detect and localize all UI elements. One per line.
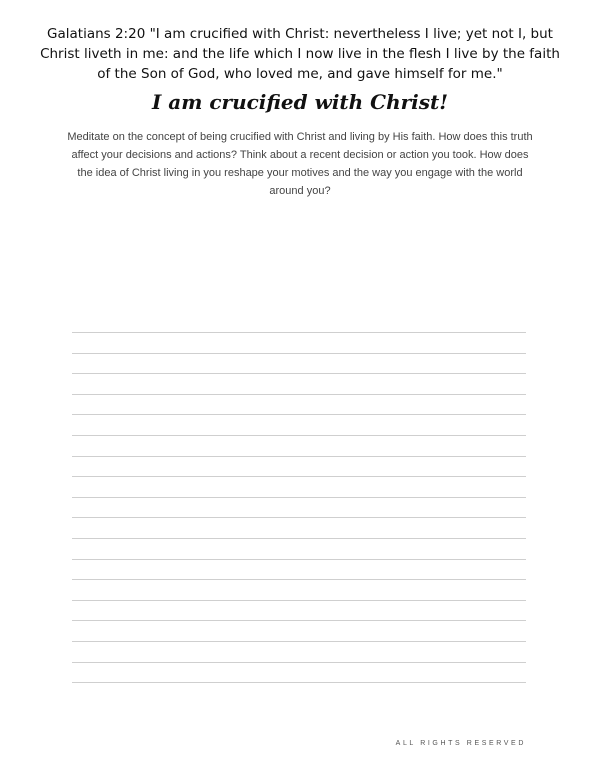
writing-line [72,641,526,642]
scripture-verse: Galatians 2:20 "I am crucified with Christ: nevertheless I live; yet not I, but Christ liveth in me: and the life which I now live in the flesh I live by the faith of the Son of God, who loved me, and gave himself for me." [40,26,560,82]
writing-line [72,538,526,539]
writing-line [72,682,526,683]
copyright-notice: ALL RIGHTS RESERVED [395,740,526,747]
writing-line [72,620,526,621]
page-title: I am crucified with Christ! [151,90,449,114]
journal-prompt: Meditate on the concept of being crucified with Christ and living by His faith. How does this truth affect your decisions and actions? Think about a recent decision or action you took. How does the idea of Christ living in you reshape your motives and the way you engage with the world around you? [67,131,533,197]
writing-line [72,414,526,415]
writing-line [72,373,526,374]
writing-line [72,559,526,560]
writing-line [72,476,526,477]
writing-line [72,456,526,457]
writing-line [72,662,526,663]
writing-line [72,394,526,395]
writing-line [72,600,526,601]
writing-line [72,332,526,333]
writing-line [72,579,526,580]
writing-line [72,497,526,498]
writing-line [72,517,526,518]
writing-line [72,353,526,354]
writing-line [72,435,526,436]
